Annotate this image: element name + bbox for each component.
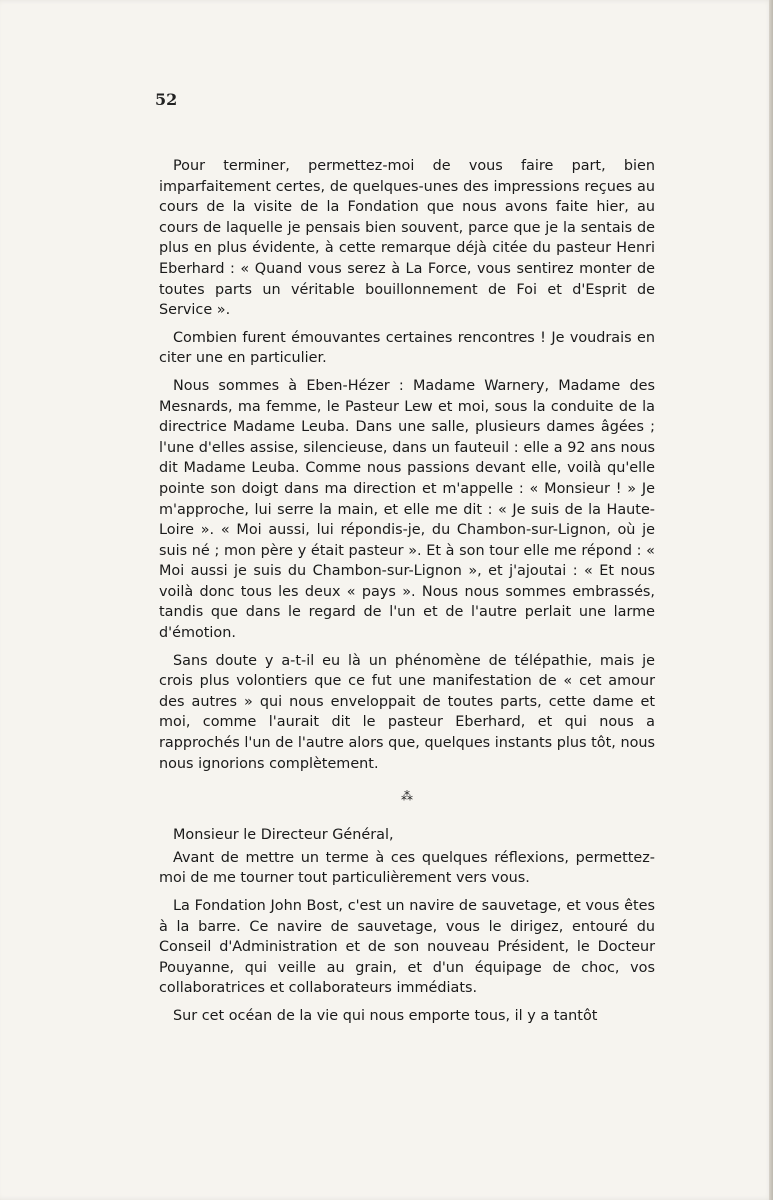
paragraph-closing-impressions: Pour terminer, permettez-moi de vous faire part, bien imparfaitement certes, de quelques-unes des impressions reçues au cours de la visite de la Fondation que nous avons faite hier, au cours de laquelle je pensais bien souvent, parce que je la sentais de plus en plus évidente, à cette remarque déjà citée du pasteur Henri Eberhard : « Quand vous serez à La Force, vous sentirez monter de toutes parts un véritable bouillonnement de Foi et d'Esprit de Service ».	[159, 158, 655, 319]
body-text	[159, 156, 655, 1027]
paragraph-rescue-ship: La Fondation John Bost, c'est un navire de sauvetage, et vous êtes à la barre. Ce navire de sauvetage, vous le dirigez, entouré du Conseil d'Administration et de son nouveau Président, le Docteur Pouyanne, qui veille au grain, et d'un équipage de choc, vos collaboratrices et collaborateurs immédiats.	[159, 898, 655, 997]
paragraph-ocean-of-life: Sur cet océan de la vie qui nous emporte tous, il y a tantôt	[173, 1007, 598, 1024]
asterism-glyph: ⁂	[401, 789, 413, 804]
paragraph-eben-hezer: Nous sommes à Eben-Hézer : Madame Warnery, Madame des Mesnards, ma femme, le Pasteur Lew et moi, sous la conduite de la directrice Madame Leuba. Dans une salle, plusieurs dames âgées ; l'une d'elles assise, silencieuse, dans un fauteuil : elle a 92 ans nous dit Madame Leuba. Comme nous passions devant elle, voilà qu'elle pointe son doigt dans ma direction et m'appelle : « Monsieur ! » Je m'approche, lui serre la main, et elle me dit : « Je suis de la Haute-Loire ». « Moi aussi, lui répondis-je, du Chambon-sur-Lignon, où je suis né ; mon père y était pasteur ». Et à son tour elle me répond : « Moi aussi je suis du Chambon-sur-Lignon », et j'ajoutai : « Et nous voilà donc tous les deux « pays ». Nous nous sommes embrassés, tandis que dans le regard de l'un et de l'autre perlait une larme d'émotion.	[159, 377, 655, 642]
paragraph-encounters: Combien furent émouvantes certaines rencontres ! Je voudrais en citer une en particulier.	[159, 329, 655, 367]
paragraph-telepathy: Sans doute y a-t-il eu là un phénomène de télépathie, mais je crois plus volontiers que ce fut une manifestation de « cet amour des autres » qui nous enveloppait de toutes parts, cette dame et moi, comme l'aurait dit le pasteur Eberhard, et qui nous a rapprochés l'un de l'autre alors que, quelques instants plus tôt, nous nous ignorions complètement.	[159, 652, 655, 772]
page-edge-shadow	[769, 0, 773, 1200]
paragraph-turn-to-director: Avant de mettre un terme à ces quelques réflexions, permettez-moi de me tourner tout particulièrement vers vous.	[159, 849, 655, 887]
page-number: 52	[155, 90, 178, 109]
section-ornament	[159, 789, 655, 804]
salutation: Monsieur le Directeur Général,	[173, 827, 394, 844]
